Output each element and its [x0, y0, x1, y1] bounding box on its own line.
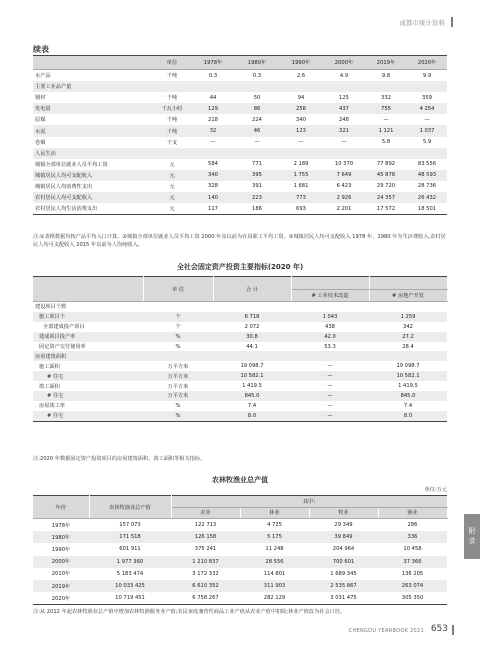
cell: 10 582.1 [369, 371, 447, 381]
col-header-year: 2000年 [323, 56, 365, 70]
col-header-unit: 单 位 [143, 277, 213, 302]
cell: 359 [422, 94, 432, 101]
table-row [33, 568, 447, 580]
cell: 86 [235, 103, 279, 114]
running-header: 成都市统计资料 [399, 19, 445, 27]
col-header-year: 2020年 [407, 56, 447, 70]
row-label: # 住宅 [33, 371, 143, 381]
cell: 1 681 [293, 183, 309, 190]
table-row [33, 170, 447, 181]
col-header-year: 1980年 [235, 56, 279, 70]
col-header-total: 合 计 [213, 277, 291, 302]
table-row [33, 114, 447, 125]
production-living-table [33, 55, 447, 215]
table-row [33, 192, 447, 203]
cell: 1 210 837 [171, 556, 240, 568]
table3-header-row [33, 496, 447, 508]
cell [291, 302, 369, 312]
cell: — [424, 116, 430, 123]
row-label: 卷烟 [35, 139, 46, 146]
row-label: # 住宅 [33, 391, 143, 401]
cell: 10 370 [334, 161, 354, 168]
cell [323, 81, 365, 92]
cell: 4.9 [339, 72, 349, 79]
cell: 186 [235, 203, 279, 215]
col-header-blank [369, 277, 447, 290]
cell [365, 81, 407, 92]
col-header-industrial: # 工业技术改造 [291, 289, 369, 302]
row-label: # 住宅 [33, 411, 143, 421]
cell: 263 074 [378, 580, 447, 592]
cell: 18 501 [407, 203, 447, 215]
cell: 3 031 475 [309, 592, 378, 605]
cell: 万平方米 [143, 391, 213, 401]
cell: 7.4 [247, 402, 257, 409]
cell: 19 098.7 [240, 363, 264, 370]
cell: 223 [235, 192, 279, 203]
row-label: 固定资产交付使用率 [39, 344, 86, 350]
cell: 29 349 [334, 522, 353, 529]
cell: 437 [323, 103, 365, 114]
cell: 元 [169, 183, 175, 190]
cell: 30.8 [213, 332, 291, 342]
table-row [33, 519, 447, 532]
cell: 122 713 [194, 522, 217, 529]
col-header-realestate: # 房地产开发 [369, 289, 447, 302]
cell: 601 911 [119, 546, 141, 553]
cell: 元 [153, 203, 191, 215]
col-header-year: 年份 [33, 496, 89, 519]
cell [153, 81, 191, 92]
cell: 19 098.7 [396, 363, 420, 370]
table-row [33, 411, 447, 421]
cell [235, 148, 279, 159]
cell: 9.8 [381, 72, 391, 79]
cell: 千支 [166, 139, 178, 146]
cell: — [327, 363, 333, 370]
col-header-year: 2019年 [365, 56, 407, 70]
cell: 1 689 345 [330, 570, 357, 577]
table-row [33, 556, 447, 568]
table-row [33, 531, 447, 543]
cell: 千吨 [166, 95, 178, 102]
cell: 48 593 [407, 170, 447, 181]
cell: 5.9 [422, 139, 432, 146]
cell: 340 [191, 170, 235, 181]
cell: 6 610 352 [171, 580, 240, 592]
cell [213, 302, 291, 312]
cell: 5.8 [381, 139, 391, 146]
cell: 个 [175, 324, 181, 331]
col-header-fishery: 渔业 [378, 507, 447, 519]
col-header-agriculture: 农业 [171, 507, 240, 519]
cell: 1 419.5 [398, 383, 418, 390]
table-row [33, 351, 447, 361]
col-header-blank [291, 277, 369, 290]
table-row [33, 381, 447, 391]
row-label: 竣工面积 [39, 383, 60, 390]
table-row [33, 401, 447, 411]
cell: 42.0 [291, 332, 369, 342]
table-row [33, 592, 447, 605]
table-row [33, 70, 447, 82]
cell: 140 [191, 192, 235, 203]
cell: 204 964 [332, 546, 355, 553]
cell: 1 419.5 [242, 383, 262, 390]
table-row [33, 371, 447, 381]
cell: 4 254 [407, 103, 447, 114]
cell [143, 302, 213, 312]
cell: % [175, 402, 181, 409]
continued-label: 续表 [33, 45, 49, 54]
cell: 千瓦小时 [153, 103, 191, 114]
row-label: 建成项目投产率 [33, 332, 143, 342]
cell: 50 [253, 94, 261, 101]
cell: — [327, 383, 333, 390]
cell: 17 572 [365, 203, 407, 215]
cell: 340 [296, 116, 306, 123]
row-label: 2020年 [33, 592, 89, 605]
table-row [33, 322, 447, 332]
row-label: 房屋竣工率 [39, 403, 65, 410]
cell: 282 129 [240, 592, 309, 605]
cell: 44 [209, 94, 217, 101]
row-label: 施工面积 [39, 363, 60, 370]
cell: 114 801 [263, 570, 286, 577]
cell: — [383, 116, 389, 123]
row-label: 主要工业品产量 [33, 81, 153, 92]
table-row [33, 81, 447, 92]
cell: 元 [153, 192, 191, 203]
col-header-total: 农林牧渔业总产值 [89, 496, 171, 519]
cell: 771 [252, 161, 262, 168]
cell: 332 [381, 94, 391, 101]
cell: % [143, 411, 213, 421]
footer-divider [452, 625, 454, 635]
row-label: 发电量 [33, 103, 153, 114]
row-label: 城镇居民人均消费性支出 [35, 183, 93, 190]
cell: 9.9 [422, 72, 432, 79]
cell: — [291, 391, 369, 401]
col-header-unit: 单位 [153, 56, 191, 70]
cell [407, 81, 447, 92]
cell: 11 248 [265, 546, 284, 553]
table-row [33, 332, 447, 342]
cell: 117 [191, 203, 235, 215]
row-label: 1980年 [33, 531, 89, 543]
cell: 2 072 [244, 323, 260, 330]
cell [291, 351, 369, 361]
cell [369, 302, 447, 312]
cell: 305 350 [378, 592, 447, 605]
cell: 342 [403, 323, 413, 330]
cell: 224 [252, 116, 262, 123]
cell: 27.2 [369, 332, 447, 342]
cell: 2 189 [293, 161, 309, 168]
row-label: 2000年 [33, 556, 89, 568]
row-label: 城镇居民人均可支配收入 [33, 170, 153, 181]
cell [191, 148, 235, 159]
cell: 28.4 [402, 343, 414, 350]
cell: 311 903 [240, 580, 309, 592]
cell: 29 720 [376, 183, 396, 190]
table-row [33, 391, 447, 401]
cell: 8.0 [213, 411, 291, 421]
agri-table-title: 农林牧渔业总产值 [212, 476, 268, 484]
table-row [33, 125, 447, 136]
cell: 元 [153, 170, 191, 181]
row-label: 建设项目个数 [35, 304, 67, 311]
cell: 46 [235, 125, 279, 136]
cell: 321 [323, 125, 365, 136]
cell: — [327, 402, 333, 409]
row-label: 施工项目个 [33, 312, 143, 322]
cell: 32 [191, 125, 235, 136]
cell: 375 241 [194, 546, 217, 553]
cell: 45 878 [365, 170, 407, 181]
cell: 53.3 [324, 343, 336, 350]
cell: 3 172 332 [192, 570, 219, 577]
cell: % [143, 332, 213, 342]
col-header-forestry: 林业 [240, 507, 309, 519]
table-row [33, 543, 447, 555]
appendix-side-tab: 附录 [464, 514, 480, 559]
table1-header-row [33, 56, 447, 70]
table-row [33, 181, 447, 192]
row-label: 原煤 [35, 117, 46, 124]
agri-output-table [33, 495, 448, 605]
col-header [33, 56, 153, 70]
cell: — [291, 371, 369, 381]
row-label: 1990年 [51, 546, 71, 553]
row-label: 房屋建筑面积 [33, 351, 143, 361]
cell: 395 [235, 170, 279, 181]
cell: 个 [143, 312, 213, 322]
table-row [33, 580, 447, 592]
table2-note: 注:2020 年数据固定资产投资项目的房屋建筑面积、竣工面积等相关指标。 [33, 456, 206, 462]
row-label: 水产品 [35, 73, 51, 80]
cell: 693 [279, 203, 323, 215]
col-header-year: 1978年 [191, 56, 235, 70]
cell [191, 81, 235, 92]
row-label: 城镇全部单位就业人员平均工资 [35, 161, 108, 168]
cell: — [254, 139, 260, 146]
cell: 6 718 [213, 312, 291, 322]
row-label: 2019年 [33, 580, 89, 592]
cell: 258 [279, 103, 323, 114]
cell [407, 148, 447, 159]
cell: — [291, 411, 369, 421]
cell: 2 926 [323, 192, 365, 203]
table3-note: 注:从 2012 年起农林牧渔业总产值中增加农林牧渔服务业产值;农民家庭兼营性商品工业产值从农业产值中扣除;林业产值改为社会口径。 [33, 609, 346, 615]
cell [365, 148, 407, 159]
cell: — [341, 139, 347, 146]
cell: 845.0 [369, 391, 447, 401]
cell [153, 148, 191, 159]
cell: 136 205 [401, 570, 424, 577]
table1-note: 注:①表格数据均按产品平均入口计算。②城镇全部单位就业人员平均工资 2000 年及以前为在岗职工平均工资。③城镇居民人均可支配收入 1978 年、1980 年为生活费收入,农村居民人均可支配收入 2015 年以前为人均纯收入。 [33, 234, 446, 248]
cell: 元 [169, 161, 175, 168]
cell: 845.0 [213, 391, 291, 401]
cell: 755 [365, 103, 407, 114]
table-row [33, 103, 447, 114]
cell: 4 725 [267, 522, 282, 529]
cell: 1 043 [291, 312, 369, 322]
cell: 10 719 451 [89, 592, 171, 605]
cell: 328 [208, 183, 218, 190]
col-header-item [33, 277, 143, 302]
cell [213, 351, 291, 361]
cell: 2 201 [323, 203, 365, 215]
cell: 28 556 [240, 556, 309, 568]
cell [279, 81, 323, 92]
cell: 万平方米 [143, 371, 213, 381]
cell: 129 [191, 103, 235, 114]
cell: 438 [325, 323, 335, 330]
cell [323, 148, 365, 159]
table-row [33, 148, 447, 159]
cell: 248 [339, 116, 349, 123]
cell: 1 121 [365, 125, 407, 136]
row-label: 水泥 [33, 125, 153, 136]
header-divider [451, 17, 453, 27]
cell: 6 758 267 [171, 592, 240, 605]
page-number: 653 [430, 624, 448, 634]
cell: 218 [208, 116, 218, 123]
cell: 26 432 [407, 192, 447, 203]
cell: 10 458 [403, 546, 422, 553]
cell: 77 892 [376, 161, 396, 168]
cell: 83 556 [417, 161, 437, 168]
cell: 126 158 [171, 531, 240, 543]
cell: 39 849 [309, 531, 378, 543]
cell: 1 259 [369, 312, 447, 322]
cell: 1 755 [279, 170, 323, 181]
cell: % [175, 343, 181, 350]
cell: 10 033 425 [89, 580, 171, 592]
cell: 5 175 [240, 531, 309, 543]
cell: — [210, 139, 216, 146]
cell: 700 601 [309, 556, 378, 568]
cell: 8.0 [369, 411, 447, 421]
cell: 0.3 [252, 72, 262, 79]
cell: 157 073 [119, 522, 141, 529]
cell [235, 81, 279, 92]
cell: 1 037 [407, 125, 447, 136]
investment-table [33, 276, 448, 422]
cell: 2.6 [296, 72, 306, 79]
cell: 万平方米 [167, 363, 189, 370]
cell [369, 351, 447, 361]
cell: 千吨 [153, 125, 191, 136]
table-row [33, 312, 447, 322]
row-label: 2010年 [51, 571, 71, 578]
col-header-of-which: 其中: [171, 496, 447, 508]
table2-header-row [33, 277, 447, 290]
cell: 1 977 360 [89, 556, 171, 568]
cell [279, 148, 323, 159]
cell: 24 357 [365, 192, 407, 203]
col-header-year: 1990年 [279, 56, 323, 70]
row-label: 农村居民人均可支配收入 [33, 192, 153, 203]
table-row [33, 361, 447, 371]
cell: 万平方米 [167, 383, 189, 390]
cell: 28 736 [417, 183, 437, 190]
row-label: 1978年 [51, 522, 71, 529]
cell: 10 582.1 [213, 371, 291, 381]
cell: 391 [252, 183, 262, 190]
cell: 7.4 [403, 402, 413, 409]
cell: 773 [279, 192, 323, 203]
table-row [33, 137, 447, 148]
cell: 44.1 [246, 343, 258, 350]
cell: 千吨 [166, 117, 178, 124]
col-header-husbandry: 牧业 [309, 507, 378, 519]
cell: 336 [378, 531, 447, 543]
table-row [33, 203, 447, 215]
cell: 37 366 [378, 556, 447, 568]
cell: 171 518 [89, 531, 171, 543]
cell: 0.3 [208, 72, 218, 79]
cell: 千吨 [166, 73, 178, 80]
row-label: 钢材 [35, 95, 46, 102]
row-label: 全部建成投产项目 [43, 324, 85, 331]
cell: 6 423 [336, 183, 352, 190]
cell: 7 649 [323, 170, 365, 181]
footer-journal: CHENGDU YEARBOOK 2021 [348, 628, 424, 634]
cell: 5 183 474 [116, 570, 144, 577]
table-row [33, 342, 447, 352]
cell [143, 351, 213, 361]
agri-table-unit: 单位:万元 [424, 487, 447, 493]
investment-table-title: 全社会固定资产投资主要指标(2020 年) [176, 263, 304, 271]
row-label: 农村居民人均生活消费支出 [33, 203, 153, 215]
cell: 584 [208, 161, 218, 168]
cell: 94 [297, 94, 305, 101]
cell: 2 535 867 [309, 580, 378, 592]
cell: 123 [279, 125, 323, 136]
table-row [33, 92, 447, 103]
table-row [33, 302, 447, 312]
row-label: 人民生活 [33, 148, 153, 159]
cell: 286 [407, 522, 418, 529]
table-row [33, 159, 447, 170]
cell: 125 [339, 94, 349, 101]
cell: — [298, 139, 304, 146]
